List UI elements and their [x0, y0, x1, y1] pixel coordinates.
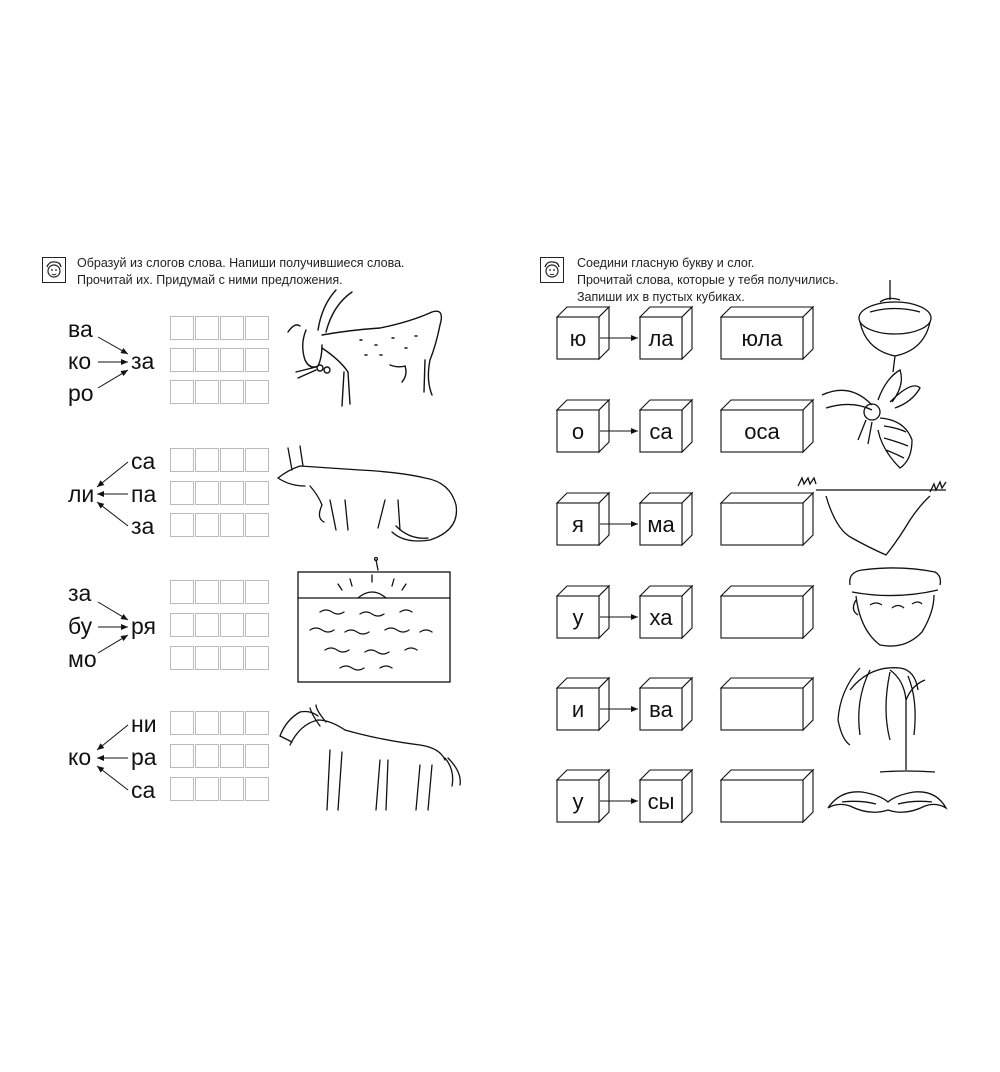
wasp-picture [822, 370, 920, 468]
vowel-cube [557, 400, 609, 452]
syllable-sa: са [131, 448, 156, 474]
spinning-top-picture [859, 280, 931, 372]
answer-cube[interactable] [721, 586, 813, 638]
syllable-ro: ро [68, 380, 94, 406]
answer-cube[interactable] [721, 678, 813, 730]
syllable-cube [640, 493, 692, 545]
syllable-cube [640, 770, 692, 822]
vowel-cube [557, 307, 609, 359]
right-instruction-line-2: Прочитай слова, которые у тебя получились. [577, 273, 839, 287]
vowel-letter: у [572, 605, 584, 630]
syllable-cube [640, 586, 692, 638]
soup-pot-picture [850, 568, 941, 646]
right-instruction-line-3: Запиши их в пустых кубиках. [577, 290, 745, 304]
syllable-va: ва [68, 316, 93, 342]
syllable-cube [640, 678, 692, 730]
mustache-picture [828, 792, 946, 812]
answer-cube[interactable] [721, 400, 813, 452]
syllable-li: ли [68, 481, 95, 507]
answer-cube[interactable] [721, 770, 813, 822]
vowel-letter: и [571, 697, 585, 722]
left-instruction-line-1: Образуй из слогов слова. Напиши получившиеся слова. [77, 256, 405, 270]
syllable-text: ла [648, 326, 674, 351]
syllable-text: сы [647, 789, 675, 814]
syllable-pa: па [131, 481, 157, 507]
vowel-cube [557, 493, 609, 545]
answer-word: юла [741, 326, 783, 351]
pit-picture [798, 478, 946, 555]
cube-rows [557, 307, 813, 822]
syllable-ko: ко [68, 348, 92, 374]
syllable-cube [640, 307, 692, 359]
vowel-cube [557, 586, 609, 638]
willow-picture [838, 668, 935, 772]
vowel-cube [557, 678, 609, 730]
vowel-letter: у [572, 789, 584, 814]
answer-cube[interactable] [721, 307, 813, 359]
right-instruction-line-1: Соедини гласную букву и слог. [577, 256, 755, 270]
syllable-text: ва [649, 697, 673, 722]
syllable-ra: ра [131, 744, 157, 770]
vowel-letter: о [571, 419, 585, 444]
vowel-letter: я [572, 512, 584, 537]
syllable-za-3: за [68, 580, 92, 606]
syllable-rya: ря [131, 613, 156, 639]
left-instruction-line-2: Прочитай их. Придумай с ними предложения. [77, 273, 343, 287]
syllable-text: ха [649, 605, 673, 630]
syllable-text: ма [647, 512, 675, 537]
answer-word: оса [744, 419, 780, 444]
syllable-sa-2: са [131, 777, 156, 803]
syllable-ni: ни [131, 711, 157, 737]
syllable-za: за [131, 348, 155, 374]
syllable-text: са [649, 419, 673, 444]
syllable-ko-2: ко [68, 744, 92, 770]
syllable-bu: бу [68, 613, 93, 639]
syllable-za-2: за [131, 513, 155, 539]
vowel-letter: ю [569, 326, 587, 351]
vowel-cube [557, 770, 609, 822]
syllable-cube [640, 400, 692, 452]
syllable-mo: мо [68, 646, 97, 672]
answer-cube[interactable] [721, 493, 813, 545]
